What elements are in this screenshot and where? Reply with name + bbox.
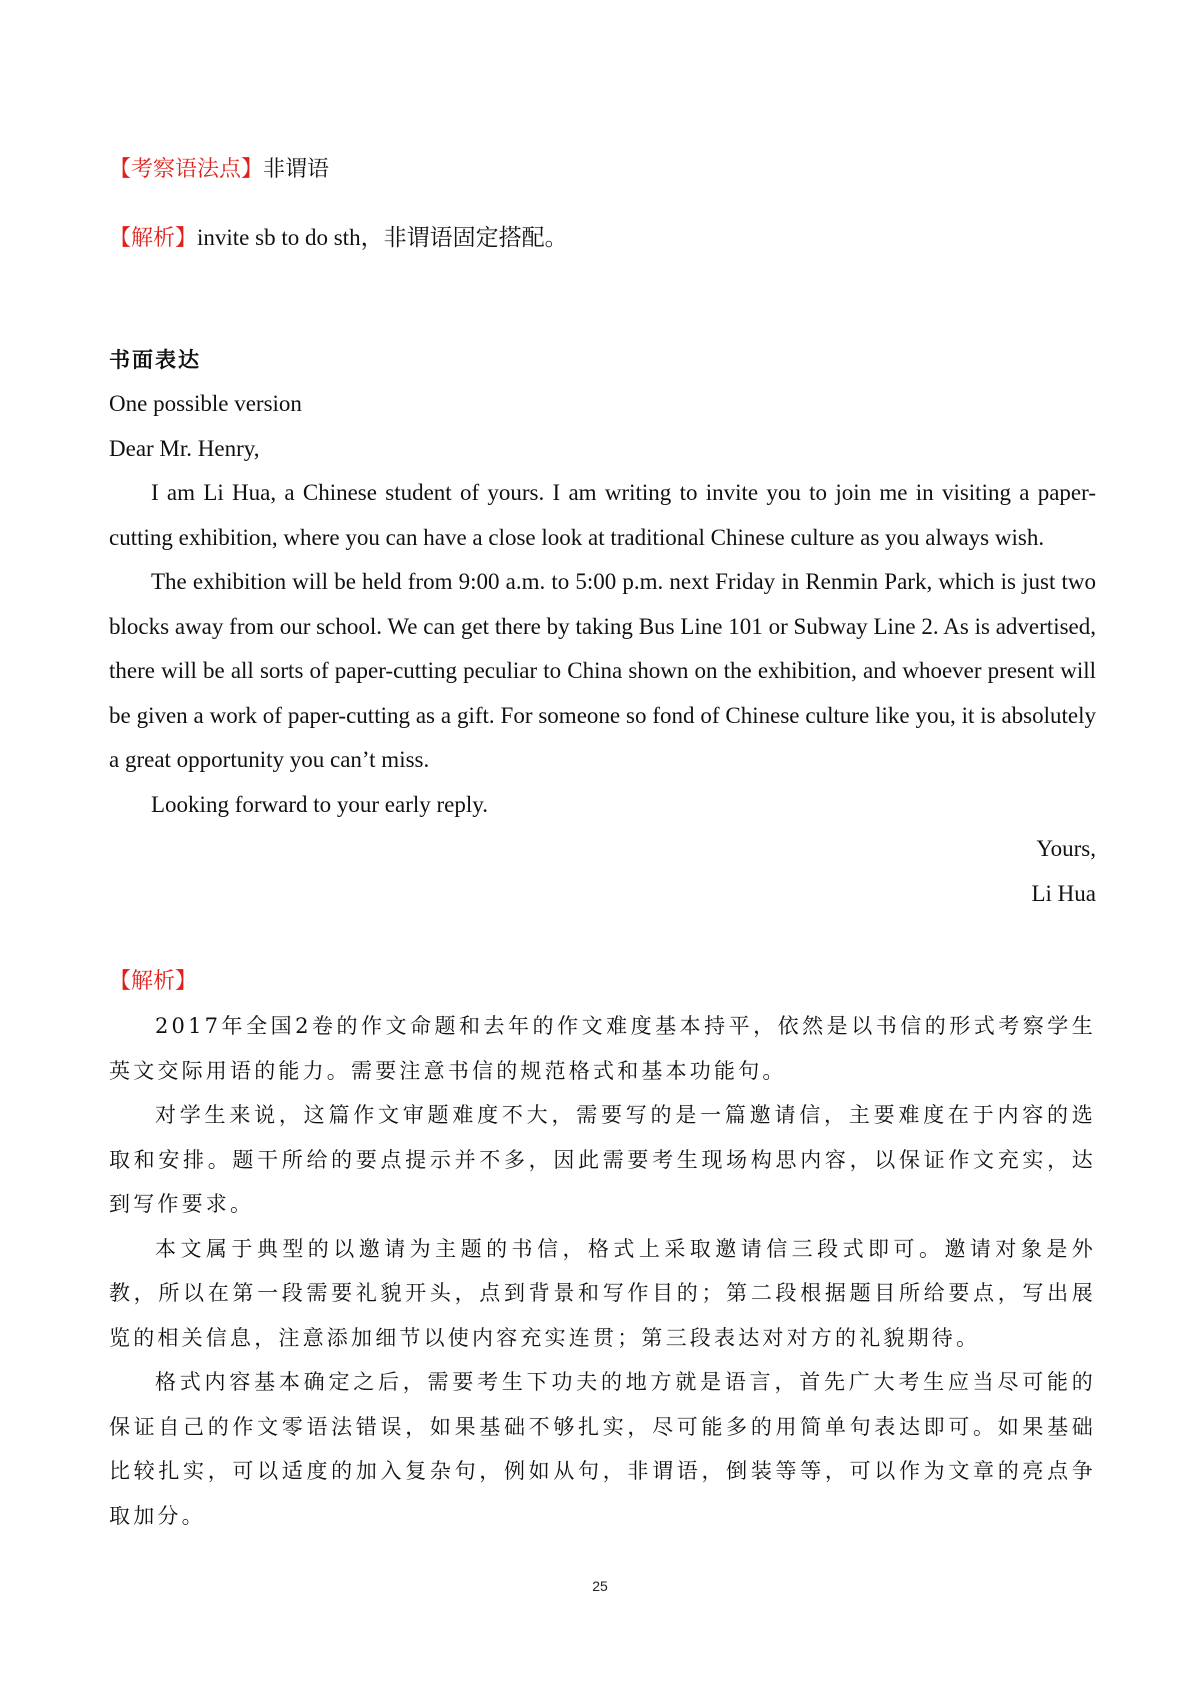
analysis-1-line (109, 216, 1096, 261)
analysis-paragraph: 格式内容基本确定之后，需要考生下功夫的地方就是语言，首先广大考生应当尽可能的保证自己的作文零语法错误，如果基础不够扎实，尽可能多的用简单句表达即可。如果基础比较扎实，可以适度的加入复杂句，例如从句，非谓语，倒装等等，可以作为文章的亮点争取加分。 (109, 1370, 1096, 1528)
analysis-paragraph: 对学生来说，这篇作文审题难度不大，需要写的是一篇邀请信，主要难度在于内容的选取和安排。题干所给的要点提示并不多，因此需要考生现场构思内容，以保证作文充实，达到写作要求。 (109, 1103, 1096, 1216)
grammar-point-value: 非谓语 (263, 157, 330, 182)
analysis-paragraph: 2017年全国2卷的作文命题和去年的作文难度基本持平，依然是以书信的形式考察学生英文交际用语的能力。需要注意书信的规范格式和基本功能句。 (109, 1014, 1096, 1083)
analysis-1-text: invite sb to do sth，非谓语固定搭配。 (197, 225, 568, 250)
letter-paragraph: The exhibition will be held from 9:00 a.m. to 5:00 p.m. next Friday in Renmin Park, which is just two blocks away from our school. We can get there by taking Bus Line 101 or Subway Line 2. As is advertised, there will be all sorts of paper-cutting peculiar to China shown on the exhibition, and whoever present will be given a work of paper-cutting as a gift. For someone so fond of Chinese culture like you, it is absolutely a great opportunity you can’t miss. (109, 569, 1096, 772)
writing-heading: 书面表达 (109, 348, 201, 372)
analysis-1-label: 【解析】 (109, 226, 198, 251)
grammar-point-label: 【考察语法点】 (109, 157, 264, 182)
version-label: One possible version (109, 391, 302, 416)
grammar-point-line (109, 148, 1096, 192)
letter-salutation: Dear Mr. Henry, (109, 435, 260, 461)
letter-closing: Yours, (1036, 836, 1096, 861)
analysis-2-section (109, 960, 1096, 1538)
letter-paragraph: Looking forward to your early reply. (151, 791, 489, 817)
letter-signature: Li Hua (1031, 880, 1096, 906)
analysis-paragraph: 本文属于典型的以邀请为主题的书信，格式上采取邀请信三段式即可。邀请对象是外教，所以在第一段需要礼貌开头，点到背景和写作目的；第二段根据题目所给要点，写出展览的相关信息，注意添加细节以使内容充实连贯；第三段表达对对方的礼貌期待。 (109, 1236, 1096, 1350)
letter-paragraph: I am Li Hua, a Chinese student of yours. I am writing to invite you to join me in visiting a paper-cutting exhibition, where you can have a close look at traditional Chinese culture as you always wish. (109, 480, 1096, 550)
writing-section (109, 338, 1096, 916)
page-number: 25 (592, 1578, 608, 1594)
analysis-2-label: 【解析】 (109, 969, 198, 994)
